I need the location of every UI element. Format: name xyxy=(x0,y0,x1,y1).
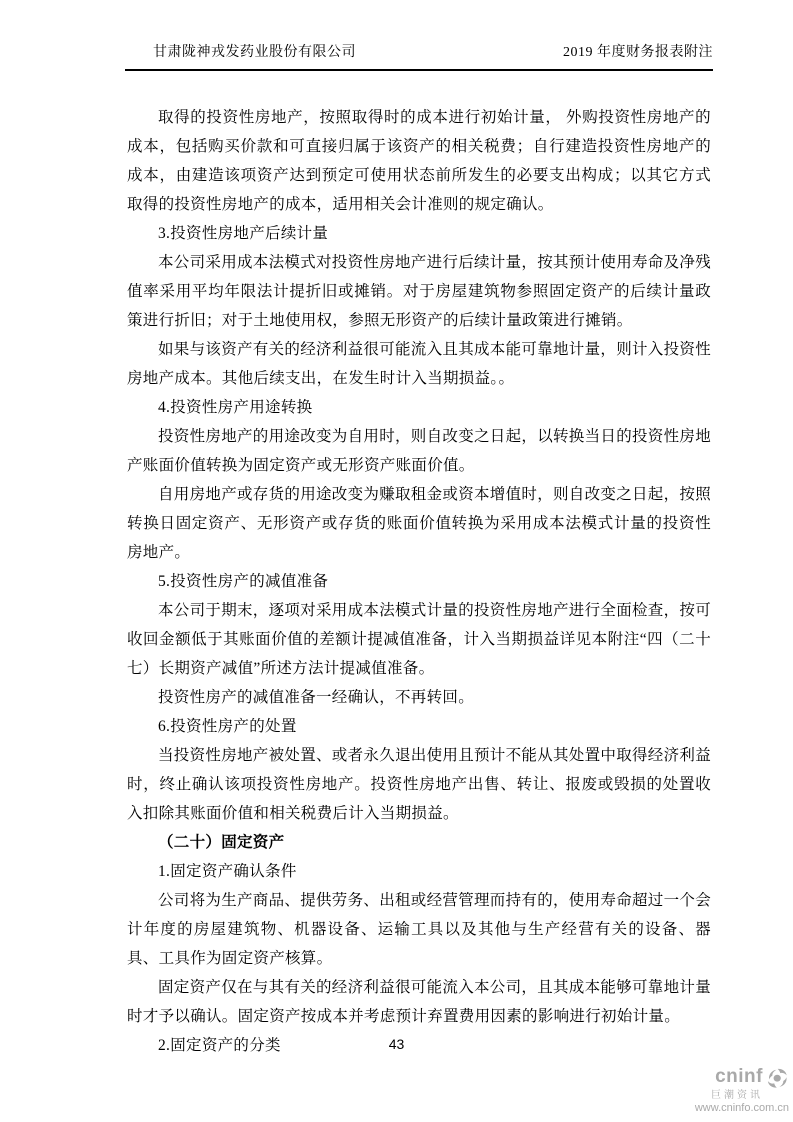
page-number: 43 xyxy=(388,1036,405,1052)
paragraph: 如果与该资产有关的经济利益很可能流入且其成本能可靠地计量，则计入投资性房地产成本。其他后续支出，在发生时计入当期损益。。 xyxy=(127,341,712,387)
sub-heading: 1.固定资产确认条件 xyxy=(158,863,297,880)
paragraph: 自用房地产或存货的用途改变为赚取租金或资本增值时，则自改变之日起，按照转换日固定资产、无形资产或存货的账面价值转换为采用成本法模式计量的投资性房地产。 xyxy=(127,486,712,561)
paragraph: 投资性房地产的用途改变为自用时，则自改变之日起，以转换当日的投资性房地产账面价值转换为固定资产或无形资产账面价值。 xyxy=(127,428,712,474)
paragraph: 本公司采用成本法模式对投资性房地产进行后续计量，按其预计使用寿命及净残值率采用平均年限法计提折旧或摊销。对于房屋建筑物参照固定资产的后续计量政策进行折旧；对于土地使用权，参照无形资产的后续计量政策进行摊销。 xyxy=(127,254,712,329)
section-heading: （二十）固定资产 xyxy=(158,834,285,851)
paragraph: 取得的投资性房地产，按照取得时的成本进行初始计量， 外购投资性房地产的成本，包括购买价款和可直接归属于该资产的相关税费；自行建造投资性房地产的成本，由建造该项资产达到预定可使用状态前所发生的必要支出构成；以其它方式取得的投资性房地产的成本，适用相关会计准则的规定确认。 xyxy=(127,109,711,213)
paragraph: 当投资性房地产被处置、或者永久退出使用且预计不能从其处置中取得经济利益时，终止确认该项投资性房地产。投资性房地产出售、转让、报废或毁损的处置收入扣除其账面价值和相关税费后计入当期损益。 xyxy=(127,747,712,822)
sub-heading: 5.投资性房产的减值准备 xyxy=(158,573,329,590)
sub-heading: 6.投资性房产的处置 xyxy=(158,718,297,735)
document-body xyxy=(127,103,711,1060)
sub-heading: 3.投资性房地产后续计量 xyxy=(158,225,329,242)
paragraph: 公司将为生产商品、提供劳务、出租或经营管理而持有的，使用寿命超过一个会计年度的房屋建筑物、机器设备、运输工具以及其他与生产经营有关的设备、器具、工具作为固定资产核算。 xyxy=(127,892,712,967)
sub-heading: 4.投资性房产用途转换 xyxy=(158,399,313,416)
cninfo-logo-text: cninf xyxy=(715,1066,763,1088)
paragraph: 固定资产仅在与其有关的经济利益很可能流入本公司，且其成本能够可靠地计量时才予以确认。固定资产按成本并考虑预计弃置费用因素的影响进行初始计量。 xyxy=(127,979,712,1025)
cninfo-url: www.cninfo.com.cn xyxy=(694,1101,789,1114)
page-header xyxy=(125,44,713,71)
cninfo-chinese-label: 巨潮资讯 xyxy=(711,1089,763,1101)
cninfo-watermark xyxy=(639,1066,789,1114)
report-title: 2019 年度财务报表附注 xyxy=(563,45,713,60)
paragraph: 本公司于期末，逐项对采用成本法模式计量的投资性房地产进行全面检查，按可收回金额低于其账面价值的差额计提减值准备，计入当期损益详见本附注“四（二十七）长期资产减值”所述方法计提减值准备。 xyxy=(127,602,712,677)
sub-heading: 2.固定资产的分类 xyxy=(158,1037,281,1054)
company-name: 甘肃陇神戎发药业股份有限公司 xyxy=(153,45,356,60)
paragraph: 投资性房产的减值准备一经确认，不再转回。 xyxy=(158,689,475,706)
cninfo-swirl-icon xyxy=(765,1066,789,1090)
